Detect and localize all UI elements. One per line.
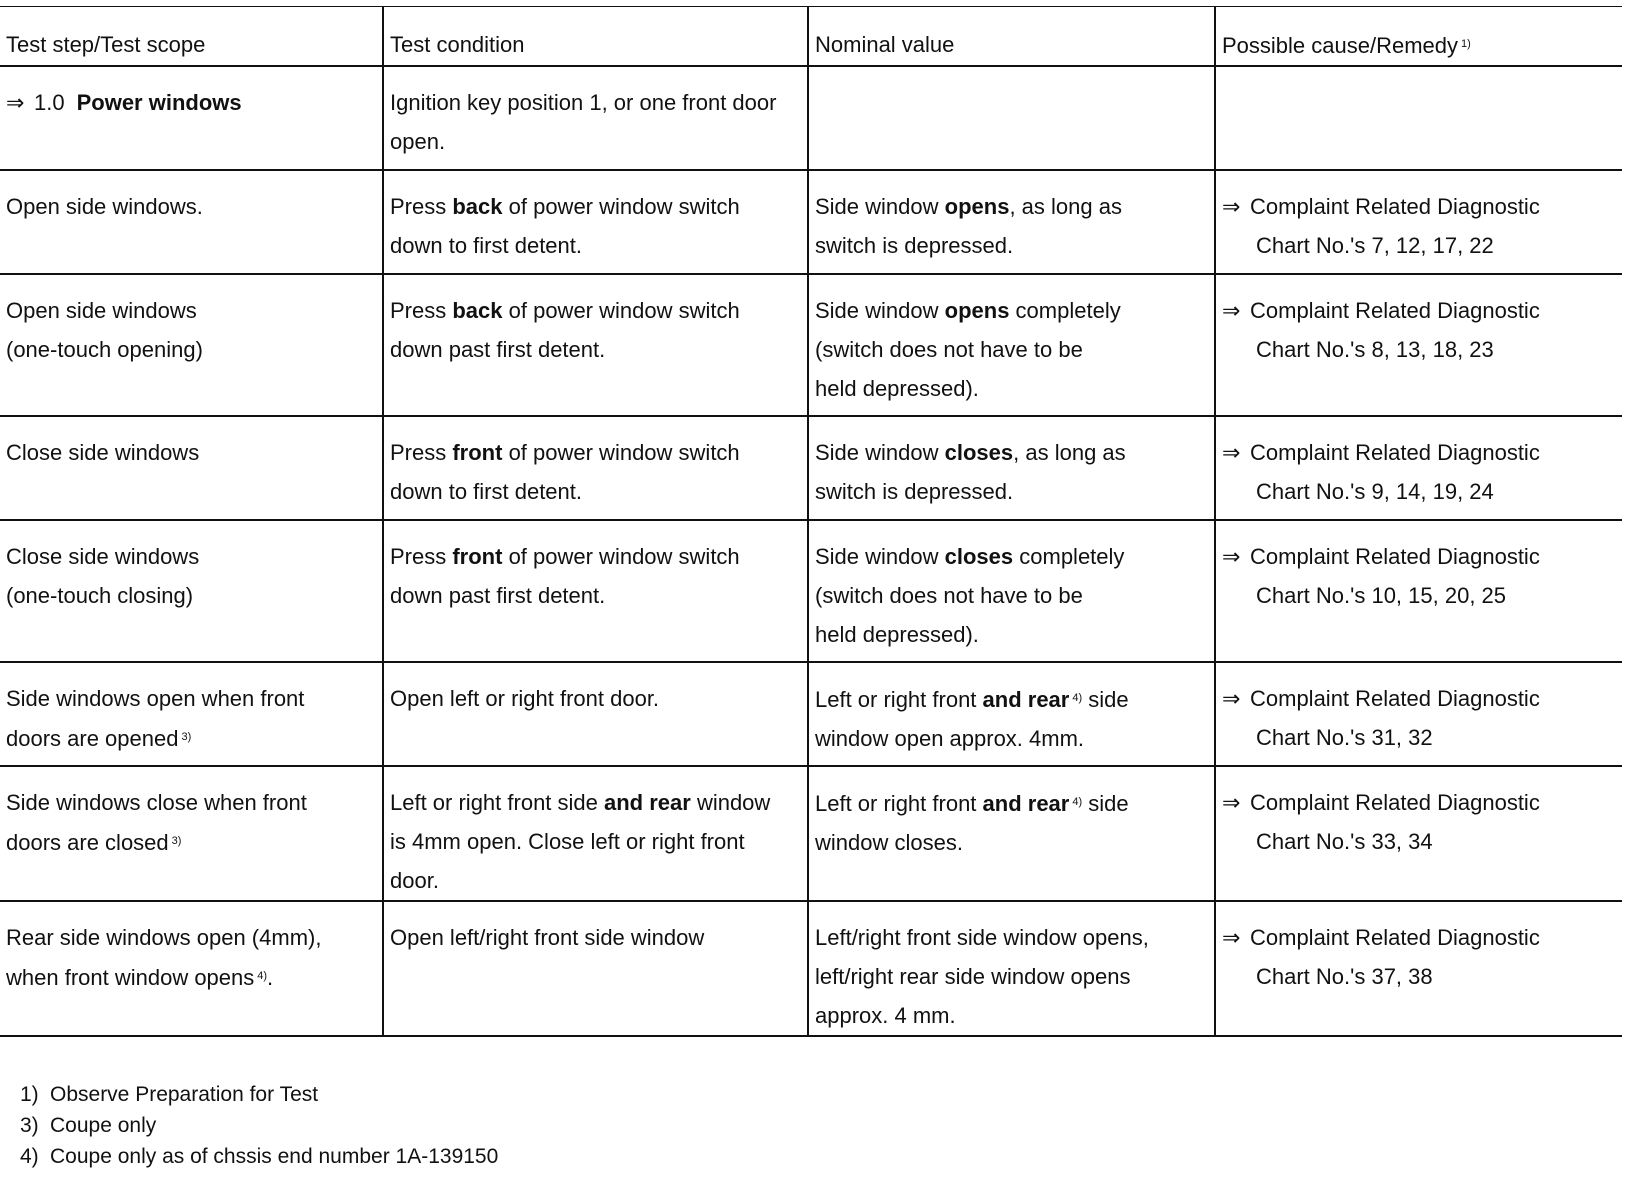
footnote-text: Coupe only (50, 1114, 157, 1137)
remedy-text: Complaint Related Diagnostic (1250, 925, 1540, 950)
remedy-chart-numbers: Chart No.'s 9, 14, 19, 24 (1256, 479, 1494, 504)
remedy-cell (1215, 901, 1622, 1036)
footnote-ref: 3) (171, 835, 182, 847)
nominal-value-cell-line: Side window opens completely (815, 298, 1121, 323)
test-step-line: doors are closed $^{3)}$ (6, 830, 182, 855)
nominal-value-cell (808, 662, 1215, 766)
remedy-chart-numbers: Chart No.'s 8, 13, 18, 23 (1256, 337, 1494, 362)
remedy-chart-numbers: Chart No.'s 31, 32 (1256, 725, 1433, 750)
arrow-icon: ⇒ (1222, 686, 1241, 711)
test-condition-cell-line: door. (390, 868, 439, 893)
test-condition-cell-line: down to first detent. (390, 479, 582, 504)
arrow-icon: ⇒ (1222, 925, 1241, 950)
section-title-cell (0, 66, 383, 170)
section-condition-line: Ignition key position 1, or one front door (390, 90, 777, 115)
nominal-value-cell-line: Left/right front side window opens, (815, 925, 1149, 950)
test-condition-cell-line: Open left/right front side window (390, 925, 705, 950)
section-row (0, 66, 1622, 170)
arrow-icon: ⇒ (1222, 194, 1241, 219)
nominal-value-cell-line: held depressed). (815, 376, 979, 401)
remedy-cell (1215, 274, 1622, 416)
remedy-cell (1215, 766, 1622, 901)
table-row (0, 766, 1622, 901)
test-step-line: Open side windows (6, 298, 197, 323)
footnote-ref: 4) (1072, 796, 1083, 808)
section-remedy-cell (1215, 66, 1622, 170)
test-condition-cell (383, 520, 808, 662)
header-test-condition: Test condition (383, 7, 808, 67)
test-step-cell (0, 416, 383, 520)
test-condition-cell-line: down past first detent. (390, 337, 606, 362)
nominal-value-cell-line: Left or right front and rear $^{4)}$ side (815, 791, 1129, 816)
footnote-ref: 4) (257, 970, 268, 982)
test-step-cell (0, 662, 383, 766)
arrow-icon: ⇒ (1222, 790, 1241, 815)
section-nominal-cell (808, 66, 1215, 170)
test-condition-cell (383, 274, 808, 416)
footnote-item (20, 1110, 498, 1141)
remedy-cell (1215, 520, 1622, 662)
nominal-value-cell-line: Side window opens, as long as (815, 194, 1122, 219)
footnote-item (20, 1141, 498, 1172)
test-condition-cell-line: down past first detent. (390, 583, 606, 608)
nominal-value-cell (808, 766, 1215, 901)
remedy-cell (1215, 662, 1622, 766)
header-footnote-ref: 1) (1461, 38, 1471, 50)
nominal-value-cell-line: held depressed). (815, 622, 979, 647)
remedy-text: Complaint Related Diagnostic (1250, 440, 1540, 465)
remedy-text: Complaint Related Diagnostic (1250, 686, 1540, 711)
test-step-line: Rear side windows open (4mm), (6, 925, 322, 950)
remedy-chart-numbers: Chart No.'s 7, 12, 17, 22 (1256, 233, 1494, 258)
nominal-value-cell-line: window closes. (815, 830, 963, 855)
test-condition-cell-line: Press front of power window switch (390, 440, 740, 465)
remedy-text: Complaint Related Diagnostic (1250, 194, 1540, 219)
test-condition-cell (383, 662, 808, 766)
nominal-value-cell-line: Left or right front and rear $^{4)}$ side (815, 687, 1129, 712)
table-row (0, 901, 1622, 1036)
test-step-line: Side windows close when front (6, 790, 307, 815)
remedy-chart-numbers: Chart No.'s 33, 34 (1256, 829, 1433, 854)
test-step-cell (0, 901, 383, 1036)
footnote-number: 4) (20, 1145, 39, 1168)
test-step-line: Close side windows (6, 544, 200, 569)
footnotes (20, 1079, 498, 1172)
nominal-value-cell-line: (switch does not have to be (815, 337, 1083, 362)
footnote-text: Observe Preparation for Test (50, 1083, 319, 1106)
remedy-text: Complaint Related Diagnostic (1250, 790, 1540, 815)
arrow-icon: ⇒ (1222, 440, 1241, 465)
test-condition-cell-line: Press back of power window switch (390, 194, 740, 219)
table-row (0, 274, 1622, 416)
test-condition-cell-line: Left or right front side and rear window (390, 790, 771, 815)
nominal-value-cell-line: switch is depressed. (815, 233, 1014, 258)
header-test-step: Test step/Test scope (0, 7, 383, 67)
test-condition-cell (383, 901, 808, 1036)
nominal-value-cell (808, 520, 1215, 662)
section-condition-cell (383, 66, 808, 170)
nominal-value-cell-line: switch is depressed. (815, 479, 1014, 504)
test-table (0, 6, 1622, 1037)
nominal-value-cell (808, 274, 1215, 416)
nominal-value-cell-line: Side window closes completely (815, 544, 1125, 569)
test-step-line: Side windows open when front (6, 686, 305, 711)
test-step-cell (0, 766, 383, 901)
nominal-value-cell (808, 170, 1215, 274)
arrow-icon: ⇒ (6, 90, 25, 115)
test-step-line: (one-touch opening) (6, 337, 203, 362)
test-condition-cell (383, 170, 808, 274)
test-condition-cell-line: Open left or right front door. (390, 686, 660, 711)
nominal-value-cell-line: left/right rear side window opens (815, 964, 1131, 989)
test-step-line: (one-touch closing) (6, 583, 194, 608)
table-row (0, 662, 1622, 766)
footnote-number: 1) (20, 1083, 39, 1106)
test-step-line: when front window opens $^{4)}$. (6, 965, 274, 990)
arrow-icon: ⇒ (1222, 544, 1241, 569)
remedy-chart-numbers: Chart No.'s 10, 15, 20, 25 (1256, 583, 1507, 608)
section-title: Power windows (76, 90, 242, 115)
nominal-value-cell (808, 416, 1215, 520)
table-row (0, 170, 1622, 274)
footnote-ref: 4) (1072, 692, 1083, 704)
test-step-cell (0, 170, 383, 274)
test-step-line: Open side windows. (6, 194, 203, 219)
test-step-cell (0, 274, 383, 416)
remedy-text: Complaint Related Diagnostic (1250, 298, 1540, 323)
table-row (0, 416, 1622, 520)
test-condition-cell-line: down to first detent. (390, 233, 582, 258)
nominal-value-cell (808, 901, 1215, 1036)
test-condition-cell-line: is 4mm open. Close left or right front (390, 829, 745, 854)
test-condition-cell-line: Press back of power window switch (390, 298, 740, 323)
arrow-icon: ⇒ (1222, 298, 1241, 323)
section-condition-line: open. (390, 129, 446, 154)
test-step-cell (0, 520, 383, 662)
table-header-row (0, 7, 1622, 67)
footnote-ref: 3) (181, 731, 192, 743)
nominal-value-cell-line: (switch does not have to be (815, 583, 1083, 608)
section-number: 1.0 (34, 90, 65, 115)
table-row (0, 520, 1622, 662)
nominal-value-cell-line: Side window closes, as long as (815, 440, 1126, 465)
footnote-number: 3) (20, 1114, 39, 1137)
test-step-line: Close side windows (6, 440, 200, 465)
remedy-text: Complaint Related Diagnostic (1250, 544, 1540, 569)
header-possible-cause: Possible cause/Remedy $^{1)}$ (1222, 33, 1471, 58)
nominal-value-cell-line: approx. 4 mm. (815, 1003, 956, 1028)
remedy-cell (1215, 416, 1622, 520)
footnote-item (20, 1079, 498, 1110)
header-nominal-value: Nominal value (808, 7, 1215, 67)
nominal-value-cell-line: window open approx. 4mm. (815, 726, 1085, 751)
test-condition-cell (383, 416, 808, 520)
footnote-text: Coupe only as of chssis end number 1A-139150 (50, 1145, 499, 1168)
test-step-line: doors are opened $^{3)}$ (6, 726, 192, 751)
test-condition-cell (383, 766, 808, 901)
remedy-cell (1215, 170, 1622, 274)
remedy-chart-numbers: Chart No.'s 37, 38 (1256, 964, 1433, 989)
test-condition-cell-line: Press front of power window switch (390, 544, 740, 569)
